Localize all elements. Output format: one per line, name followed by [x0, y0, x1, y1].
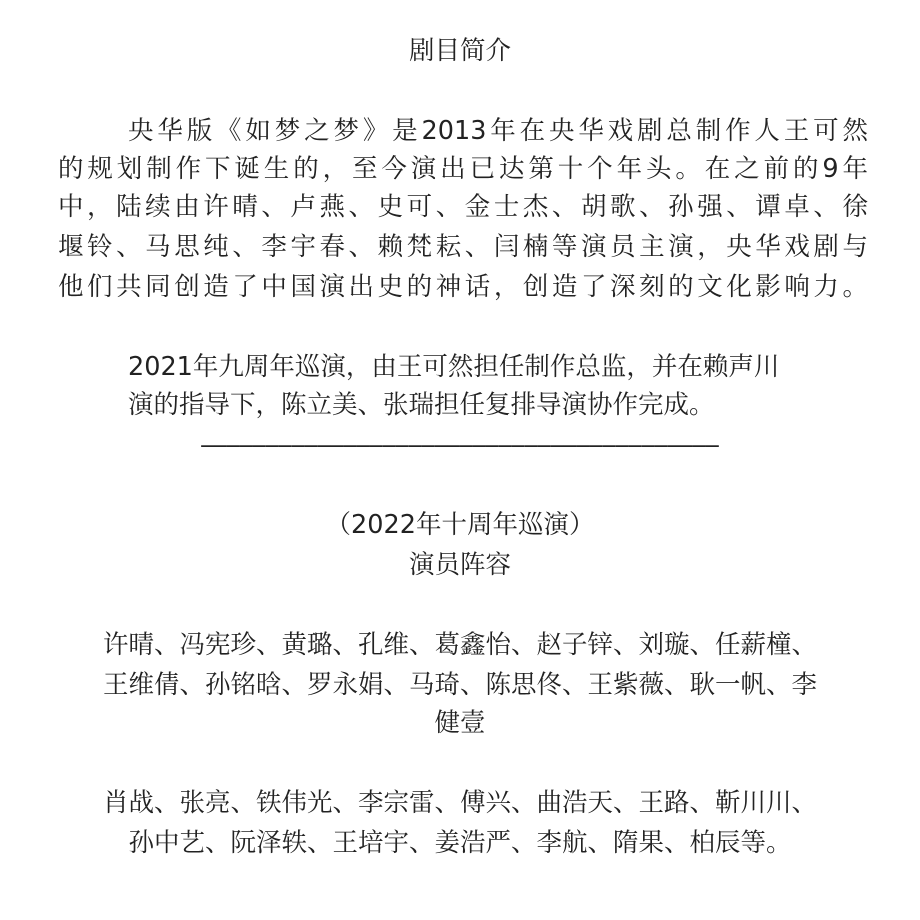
synopsis-paragraph1-line1: 央华版《如梦之梦》是2013年在央华戏剧总制作人王可然	[128, 116, 868, 146]
cast-group1-line3: 健壹	[434, 708, 486, 738]
section-divider: ————————————————————————————————————————	[201, 430, 719, 459]
cast-heading: 演员阵容	[408, 550, 511, 580]
synopsis-heading: 剧目简介	[408, 36, 511, 66]
cast-group2-line2: 孙中艺、阮泽轶、王培宇、姜浩严、李航、隋果、柏辰等。	[128, 828, 792, 858]
cast-subtitle: （2022年十周年巡演）	[325, 510, 595, 540]
synopsis-paragraph1-line4: 堰铃、马思纯、李宇春、赖梵耘、闫楠等演员主演，央华戏剧与	[58, 232, 868, 262]
synopsis-paragraph1-line3: 中，陆续由许晴、卢燕、史可、金士杰、胡歌、孙强、谭卓、徐	[58, 192, 868, 222]
synopsis-paragraph1-line2: 的规划制作下诞生的，至今演出已达第十个年头。在之前的9年	[58, 154, 868, 184]
synopsis-paragraph2-line2: 演的指导下，陈立美、张瑞担任复排导演协作完成。	[128, 390, 715, 420]
synopsis-paragraph2-line1: 2021年九周年巡演，由王可然担任制作总监，并在赖声川	[128, 352, 780, 382]
cast-group1-line1: 许晴、冯宪珍、黄璐、孔维、葛鑫怡、赵子锌、刘璇、任薪橦、	[102, 630, 817, 660]
cast-group2-line1: 肖战、张亮、铁伟光、李宗雷、傅兴、曲浩天、王路、靳川川、	[102, 788, 817, 818]
cast-group1-line2: 王维倩、孙铭晗、罗永娟、马琦、陈思佟、王紫薇、耿一帆、李	[102, 670, 817, 700]
synopsis-paragraph1-line5: 他们共同创造了中国演出史的神话，创造了深刻的文化影响力。	[58, 272, 868, 302]
